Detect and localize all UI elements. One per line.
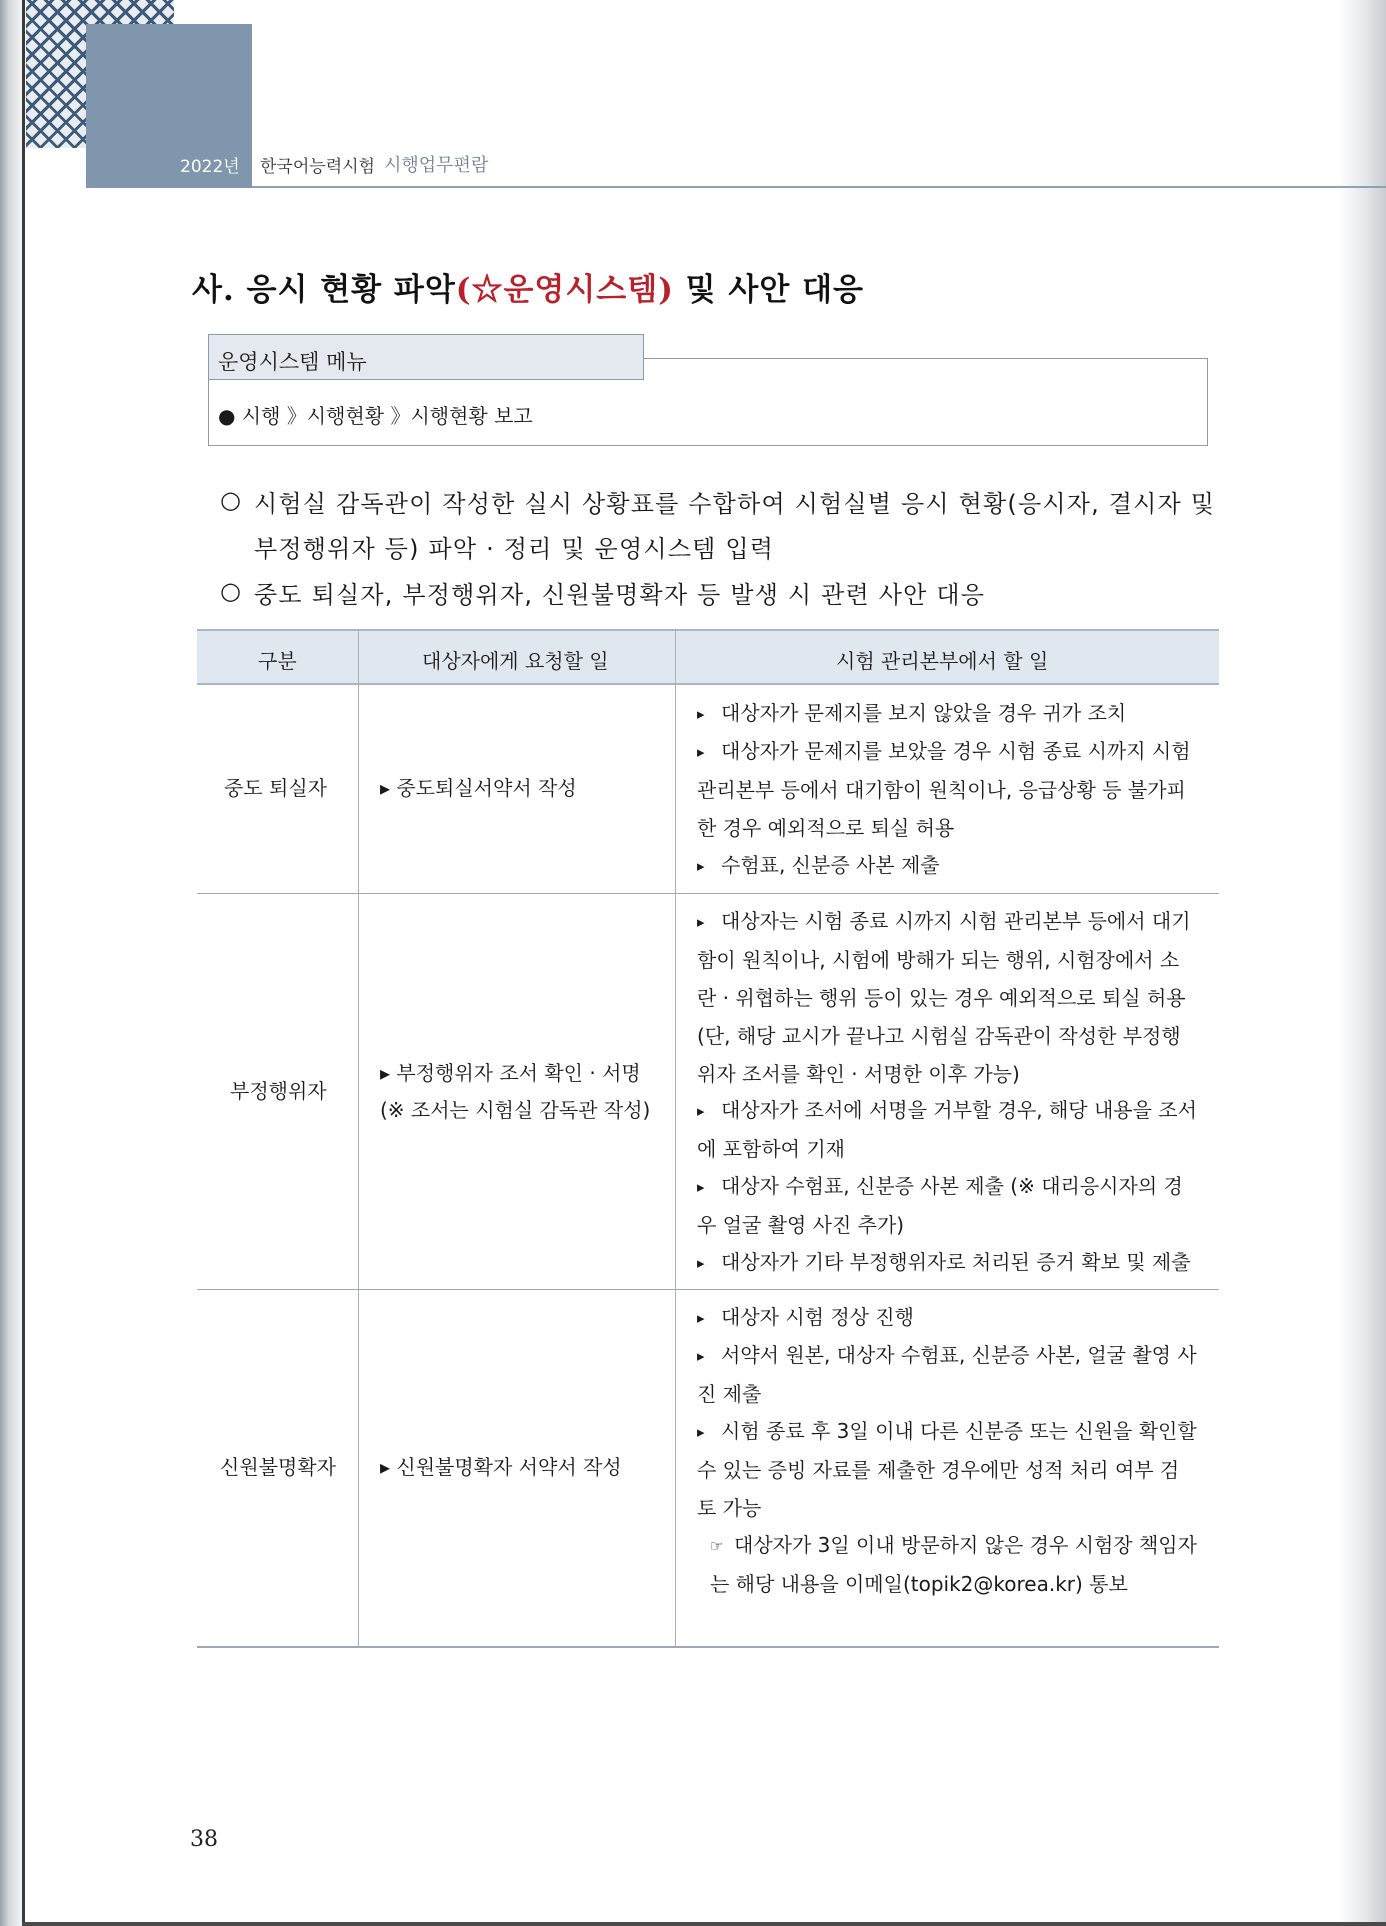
action-text: 서약서 원본, 대상자 수험표, 신분증 사본, 얼굴 촬영 사진 제출 bbox=[697, 1343, 1197, 1406]
triangle-bullet-icon: ▸ bbox=[697, 1423, 705, 1441]
triangle-bullet-icon: ▸ bbox=[697, 1347, 705, 1365]
action-text: 대상자가 문제지를 보지 않았을 경우 귀가 조치 bbox=[721, 701, 1127, 725]
page-right-shadow bbox=[1338, 0, 1386, 1926]
paragraph-bullet: ○ bbox=[220, 486, 241, 514]
action-item bbox=[697, 1336, 1197, 1413]
table-row-category: 중도 퇴실자 bbox=[224, 776, 327, 800]
action-item bbox=[697, 1091, 1197, 1168]
pointing-hand-icon: ☞ bbox=[710, 1537, 724, 1555]
paragraph-bullet: ○ bbox=[220, 577, 241, 605]
action-text: 대상자가 기타 부정행위자로 처리된 증거 확보 및 제출 bbox=[721, 1250, 1191, 1274]
action-text: 대상자가 문제지를 보았을 경우 시험 종료 시까지 시험 관리본부 등에서 대기함이 원칙이나, 응급상황 등 불가피한 경우 예외적으로 퇴실 허용 bbox=[697, 739, 1191, 840]
paragraph-line: 중도 퇴실자, 부정행위자, 신원불명확자 등 발생 시 관련 사안 대응 bbox=[254, 581, 986, 609]
page-edge-line bbox=[22, 0, 25, 1926]
page-bottom-edge bbox=[22, 1922, 1386, 1926]
page-binding-edge bbox=[0, 0, 22, 1926]
table-row-request: ▸ 중도퇴실서약서 작성 bbox=[380, 776, 577, 800]
action-text: 대상자는 시험 종료 시까지 시험 관리본부 등에서 대기함이 원칙이나, 시험에 방해가 되는 행위, 시험장에서 소란 · 위협하는 행위 등이 있는 경우 예외적으로 퇴실 허용 (단, 해당 교시가 끝나고 시험실 감독관이 작성한 부정행위자 조서를 확인 · 서명한 이후 가능) bbox=[697, 909, 1191, 1086]
table-bottom-rule bbox=[197, 1646, 1219, 1648]
table-header-row bbox=[197, 629, 1219, 685]
action-note bbox=[710, 1526, 1198, 1603]
table-row-divider bbox=[197, 1289, 1219, 1290]
action-item bbox=[697, 846, 1197, 885]
table-header-cell: 대상자에게 요청할 일 bbox=[422, 649, 609, 673]
section-title bbox=[192, 264, 864, 309]
table-header-cell: 시험 관리본부에서 할 일 bbox=[836, 649, 1049, 673]
action-item bbox=[697, 1243, 1197, 1282]
triangle-bullet-icon: ▸ bbox=[697, 1254, 705, 1272]
header-subtitle: 시행업무편람 bbox=[384, 155, 489, 176]
action-text: 대상자가 조서에 서명을 거부할 경우, 해당 내용을 조서에 포함하여 기재 bbox=[697, 1098, 1197, 1161]
action-item bbox=[697, 732, 1197, 847]
action-text: 대상자 수험표, 신분증 사본 제출 (※ 대리응시자의 경우 얼굴 촬영 사진 추가) bbox=[697, 1174, 1183, 1237]
section-title-suffix: 및 사안 대응 bbox=[673, 272, 864, 308]
triangle-bullet-icon: ▸ bbox=[697, 913, 705, 931]
page-number: 38 bbox=[190, 1827, 218, 1852]
menu-path: ● 시행 》시행현황 》시행현황 보고 bbox=[218, 404, 533, 428]
section-title-prefix: 사. 응시 현황 파악 bbox=[192, 272, 456, 308]
action-item bbox=[697, 694, 1197, 733]
table-header-cell: 구분 bbox=[258, 649, 297, 673]
action-item bbox=[697, 1298, 1197, 1337]
header-year: 2022년 bbox=[180, 157, 240, 177]
section-title-highlight: (☆운영시스템) bbox=[455, 272, 674, 308]
table-row-category: 부정행위자 bbox=[230, 1079, 327, 1103]
menu-tab-label: 운영시스템 메뉴 bbox=[218, 350, 367, 374]
action-text: 대상자가 3일 이내 방문하지 않은 경우 시험장 책임자는 해당 내용을 이메일(topik2@korea.kr) 통보 bbox=[710, 1533, 1197, 1596]
action-item bbox=[697, 902, 1197, 1093]
header-rule bbox=[252, 186, 1386, 188]
table-column-divider bbox=[358, 629, 359, 1647]
table-row-divider bbox=[197, 893, 1219, 894]
table-row-request: ▸ 신원불명확자 서약서 작성 bbox=[380, 1455, 622, 1479]
triangle-bullet-icon: ▸ bbox=[697, 1309, 705, 1327]
table-row-category: 신원불명확자 bbox=[220, 1455, 336, 1479]
paragraph-line: 부정행위자 등) 파악 · 정리 및 운영시스템 입력 bbox=[254, 535, 775, 563]
action-text: 대상자 시험 정상 진행 bbox=[721, 1305, 914, 1329]
paragraph-line: 시험실 감독관이 작성한 실시 상황표를 수합하여 시험실별 응시 현황(응시자, 결시자 및 bbox=[254, 490, 1216, 518]
table-column-divider bbox=[675, 629, 676, 1647]
header-title: 한국어능력시험 bbox=[260, 157, 375, 177]
action-item bbox=[697, 1167, 1197, 1244]
triangle-bullet-icon: ▸ bbox=[697, 857, 705, 875]
triangle-bullet-icon: ▸ bbox=[697, 743, 705, 761]
table-row-request-note: (※ 조서는 시험실 감독관 작성) bbox=[380, 1098, 651, 1122]
action-text: 시험 종료 후 3일 이내 다른 신분증 또는 신원을 확인할 수 있는 증빙 자료를 제출한 경우에만 성적 처리 여부 검토 가능 bbox=[697, 1419, 1197, 1520]
action-item bbox=[697, 1412, 1197, 1527]
triangle-bullet-icon: ▸ bbox=[697, 1178, 705, 1196]
action-text: 수험표, 신분증 사본 제출 bbox=[721, 853, 940, 877]
triangle-bullet-icon: ▸ bbox=[697, 705, 705, 723]
table-row-request: ▸ 부정행위자 조서 확인 · 서명 bbox=[380, 1061, 641, 1085]
triangle-bullet-icon: ▸ bbox=[697, 1102, 705, 1120]
